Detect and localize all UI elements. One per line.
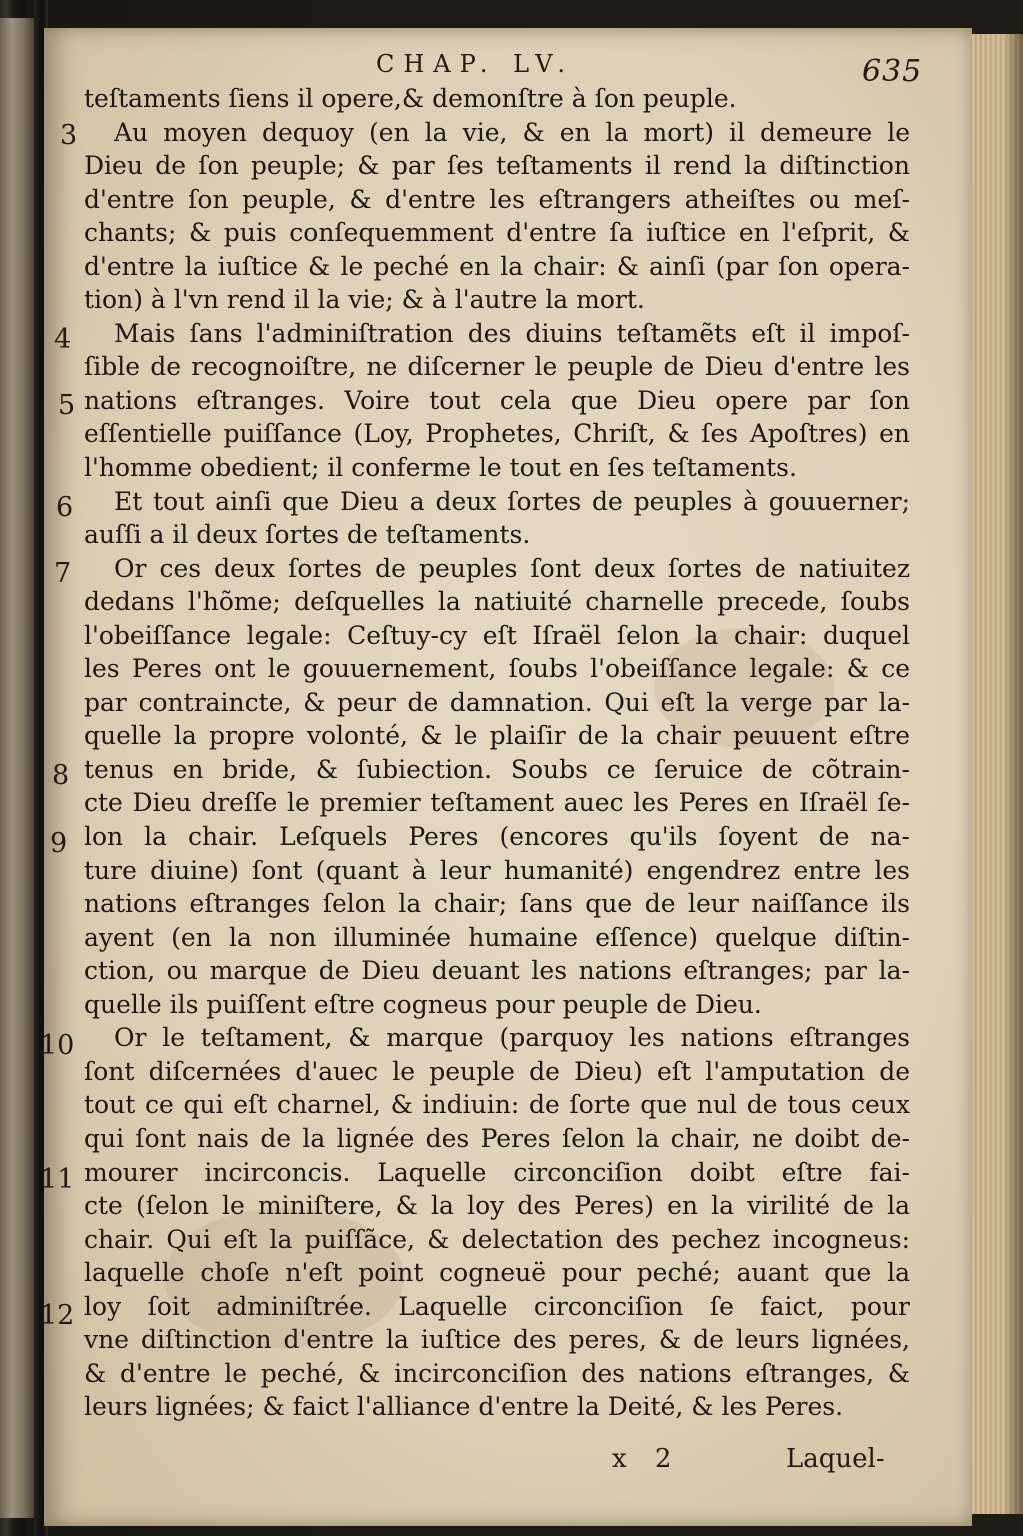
text-line: Or ces deux ſortes de peuples ſont deux ſortes de natiuitez bbox=[114, 553, 910, 583]
text-line: nations eſtranges. Voire tout cela que Dieu opere par ſon bbox=[84, 385, 910, 415]
text-line: d'entre ſon peuple, & d'entre les eſtrangers atheiſtes ou meſ- bbox=[84, 184, 910, 214]
verse-number: 10 bbox=[40, 1030, 75, 1061]
text-line: par contraincte, & peur de damnation. Qui eſt la verge par la- bbox=[84, 687, 910, 717]
catchword: Laquel- bbox=[786, 1444, 885, 1474]
text-line: ſont diſcernées d'auec le peuple de Dieu) eſt l'amputation de bbox=[84, 1056, 910, 1086]
text-line: chair. Qui eſt la puiſſãce, & delectation des pechez incogneus: bbox=[84, 1224, 910, 1254]
text-line: ſible de recognoiſtre, ne diſcerner le peuple de Dieu d'entre les bbox=[84, 352, 910, 382]
verse-number: 8 bbox=[52, 760, 70, 791]
text-line: & d'entre le peché, & incirconciſion des nations eſtranges, & bbox=[84, 1358, 910, 1388]
text-line: teſtaments ſiens il opere,& demonſtre à ſon peuple. bbox=[84, 84, 737, 113]
text-line: Dieu de ſon peuple; & par ſes teſtaments il rend la diſtinction bbox=[84, 151, 910, 181]
verse-number: 7 bbox=[54, 558, 72, 589]
text-line: cte (ſelon le miniſtere, & la loy des Peres) en la virilité de la bbox=[84, 1191, 910, 1221]
facing-page-edge bbox=[0, 18, 34, 1518]
text-line: laquelle choſe n'eſt point cogneuë pour peché; auant que la bbox=[84, 1258, 910, 1288]
verse-number: 5 bbox=[58, 390, 76, 421]
verse-number: 3 bbox=[60, 120, 78, 151]
text-line: quelle ils puiſſent eſtre cogneus pour peuple de Dieu. bbox=[84, 989, 762, 1019]
text-line: nations eſtranges ſelon la chair; ſans que de leur naiſſance ils bbox=[84, 889, 910, 919]
verse-number: 4 bbox=[54, 324, 72, 355]
verse-number: 12 bbox=[40, 1300, 75, 1331]
text-line: auſſi a il deux ſortes de teſtaments. bbox=[84, 520, 531, 550]
text-line: Or le teſtament, & marque (parquoy les nations eſtranges bbox=[114, 1023, 910, 1053]
text-line: l'homme obedient; il conferme le tout en ſes teſtaments. bbox=[84, 453, 797, 483]
text-line: ayent (en la non illuminée humaine eſſence) quelque diſtin- bbox=[84, 922, 910, 952]
text-line: chants; & puis conſequemment d'entre ſa iuſtice en l'eſprit, & bbox=[84, 218, 910, 248]
text-line: eſſentielle puiſſance (Loy, Prophetes, Chriſt, & ſes Apoſtres) en bbox=[84, 419, 910, 449]
text-line: dedans l'hõme; deſquelles la natiuité charnelle precede, ſoubs bbox=[84, 587, 910, 617]
verse-number: 11 bbox=[40, 1164, 75, 1195]
text-line: loy ſoit adminiſtrée. Laquelle circonciſion ſe faict, pour bbox=[84, 1291, 910, 1321]
text-line: leurs lignées; & faict l'alliance d'entre la Deité, & les Peres. bbox=[84, 1392, 844, 1422]
running-title: CHAP. LV. bbox=[376, 50, 575, 78]
chapter-body-text bbox=[84, 82, 910, 1424]
text-line: d'entre la iuſtice & le peché en la chair: & ainſi (par ſon opera- bbox=[84, 251, 910, 281]
text-line: mourer incirconcis. Laquelle circonciſion doibt eſtre fai- bbox=[84, 1157, 910, 1187]
text-line: Et tout ainſi que Dieu a deux ſortes de peuples à gouuerner; bbox=[114, 486, 910, 516]
signature-mark: x 2 bbox=[612, 1444, 682, 1474]
text-line: ture diuine) ſont (quant à leur humanité) engendrez entre les bbox=[84, 855, 910, 885]
text-line: l'obeiſſance legale: Ceſtuy-cy eſt Iſraël ſelon la chair: duquel bbox=[84, 620, 910, 650]
text-line: qui ſont nais de la lignée des Peres ſelon la chair, ne doibt de- bbox=[84, 1123, 910, 1153]
text-line: tout ce qui eſt charnel, & indiuin: de ſorte que nul de tous ceux bbox=[84, 1090, 910, 1120]
text-line: lon la chair. Leſquels Peres (encores qu'ils ſoyent de na- bbox=[84, 822, 910, 852]
page-edges-shadow bbox=[1006, 34, 1023, 1514]
text-line: cte Dieu dreſſe le premier teſtament auec les Peres en Iſraël ſe- bbox=[84, 788, 910, 818]
page-number: 635 bbox=[862, 54, 923, 89]
verse-number: 9 bbox=[50, 828, 68, 859]
text-line: ction, ou marque de Dieu deuant les nations eſtranges; par la- bbox=[84, 956, 910, 986]
text-line: quelle la propre volonté, & le plaiſir de la chair peuuent eſtre bbox=[84, 721, 910, 751]
text-line: tion) à l'vn rend il la vie; & à l'autre la mort. bbox=[84, 285, 645, 315]
text-line: les Peres ont le gouuernement, ſoubs l'obeiſſance legale: & ce bbox=[84, 654, 910, 684]
text-line: Mais ſans l'adminiſtration des diuins teſtamẽts eſt il impoſ- bbox=[114, 318, 910, 348]
text-line: vne diſtinction d'entre la iuſtice des peres, & de leurs lignées, bbox=[84, 1325, 910, 1355]
verse-number: 6 bbox=[56, 492, 74, 523]
text-line: Au moyen dequoy (en la vie, & en la mort) il demeure le bbox=[114, 117, 910, 147]
text-line: tenus en bride, & ſubiection. Soubs ce ſeruice de cõtrain- bbox=[84, 754, 910, 784]
